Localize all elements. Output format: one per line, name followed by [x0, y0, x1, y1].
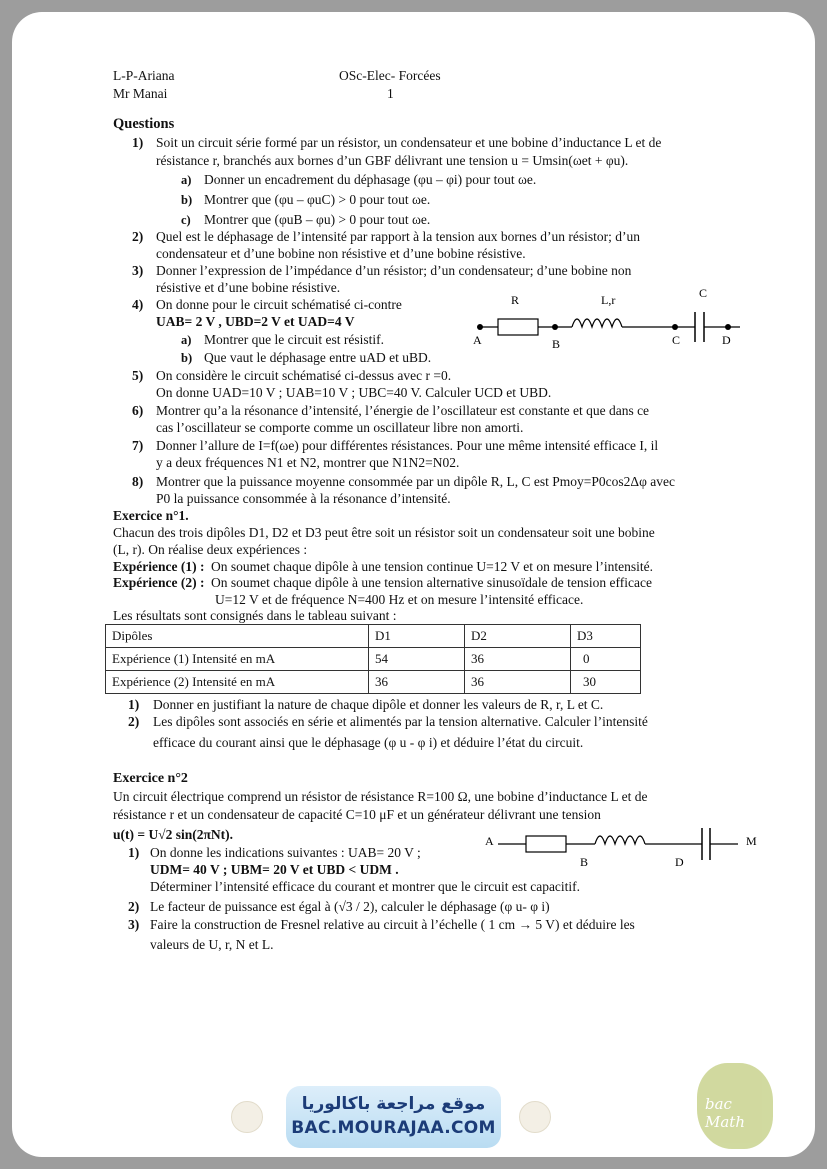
row2-d1: 36: [369, 671, 465, 694]
node-B: [552, 324, 558, 330]
label-D: D: [722, 333, 731, 347]
q1-line2: résistance r, branchés aux bornes d’un GBF délivrant une tension u = Umsin(ωet + φu).: [156, 153, 629, 168]
table-header-row: [106, 625, 641, 648]
exp1-label: Expérience (1) :: [113, 559, 205, 574]
q5-line2: On donne UAD=10 V ; UAB=10 V ; UBC=40 V. Calculer UCD et UBD.: [156, 385, 552, 400]
label-A: A: [473, 333, 482, 347]
site-name-arabic: موقع مراجعة باكالوريا: [301, 1094, 486, 1114]
q1-line1: Soit un circuit série formé par un résistor, un condensateur et une bobine d’inductance L et de: [156, 135, 662, 150]
bac-math-text: bac Math: [705, 1095, 745, 1131]
header-dipoles: Dipôles: [106, 625, 369, 648]
q1a-label: a): [181, 173, 192, 187]
q1b-text: Montrer que (φu – φuC) > 0 pour tout ωe.: [204, 192, 431, 207]
row1-d1: 54: [369, 648, 465, 671]
ex1-q2-line2: efficace du courant ainsi que le déphasage (φ u - φ i) et déduire l’état du circuit.: [153, 735, 584, 750]
resistor-symbol-2: [526, 836, 566, 852]
results-table: [105, 624, 641, 694]
exp2-label: Expérience (2) :: [113, 575, 205, 590]
circuit-diagram-1: [470, 282, 760, 354]
ex2-q3-line2: valeurs de U, r, N et L.: [150, 937, 274, 952]
row1-d3: 0: [571, 648, 641, 671]
q4-number: 4): [132, 297, 144, 312]
ex2-heading: Exercice n°2: [113, 771, 188, 786]
q4a-text: Montrer que le circuit est résistif.: [204, 332, 384, 347]
q6-number: 6): [132, 403, 144, 418]
label-M2: M: [746, 834, 757, 848]
q5-line1: On considère le circuit schématisé ci-dessus avec r =0.: [156, 368, 452, 383]
label-A2: A: [485, 834, 494, 848]
q5-number: 5): [132, 368, 144, 383]
q4b-text: Que vaut le déphasage entre uAD et uBD.: [204, 350, 432, 365]
document-title: OSc-Elec- Forcées: [339, 68, 441, 83]
q2-line1: Quel est le déphasage de l’intensité par rapport à la tension aux bornes d’un résistor; d’un: [156, 229, 640, 244]
q7-line2: y a deux fréquences N1 et N2, montrer que N1N2=N02.: [156, 455, 460, 470]
site-banner[interactable]: [286, 1086, 501, 1148]
q3-line1: Donner l’expression de l’impédance d’un résistor; d’un condensateur; d’une bobine non: [156, 263, 632, 278]
q8-number: 8): [132, 474, 144, 489]
q1b-label: b): [181, 193, 193, 207]
q1c-label: c): [181, 213, 191, 227]
ex1-q2-line1: Les dipôles sont associés en série et alimentés par la tension alternative. Calculer l’intensité: [153, 714, 648, 729]
label-node-C: C: [672, 333, 681, 347]
site-url[interactable]: BAC.MOURAJAA.COM: [291, 1118, 496, 1138]
exp2-line2: U=12 V et de fréquence N=400 Hz et on mesure l’intensité efficace.: [215, 592, 584, 607]
q8-line1: Montrer que la puissance moyenne consommée par un dipôle R, L, C est Pmoy=P0cos2Δφ avec: [156, 474, 675, 489]
node-A: [477, 324, 483, 330]
label-B: B: [552, 337, 561, 351]
label-R: R: [511, 293, 520, 307]
q2-line2: condensateur et d’une bobine non résistive et d’une bobine résistive.: [156, 246, 526, 261]
row1-label: Expérience (1) Intensité en mA: [106, 648, 369, 671]
q7-line1: Donner l’allure de I=f(ωe) pour différentes résistances. Pour une même intensité efficace I, il: [156, 438, 659, 453]
ex2-q2-text: Le facteur de puissance est égal à (√3 / 2), calculer le déphasage (φ u- φ i): [150, 899, 550, 914]
label-Lr: L,r: [601, 293, 616, 307]
ex2-line1: Un circuit électrique comprend un résistor de résistance R=100 Ω, une bobine d’inductance L et de: [113, 789, 648, 804]
q1a-text: Donner un encadrement du déphasage (φu – φi) pour tout ωe.: [204, 172, 537, 187]
q4a-label: a): [181, 333, 192, 347]
row2-d2: 36: [465, 671, 571, 694]
exp2-text: On soumet chaque dipôle à une tension alternative sinusoïdale de tension efficace: [211, 575, 652, 590]
q3-line2: résistive et d’une bobine résistive.: [156, 280, 341, 295]
page-number: 1: [387, 86, 394, 101]
row2-label: Expérience (2) Intensité en mA: [106, 671, 369, 694]
q1c-text: Montrer que (φuB – φu) > 0 pour tout ωe.: [204, 212, 431, 227]
ex1-heading: Exercice n°1.: [113, 508, 189, 523]
q6-line2: cas l’oscillateur se comporte comme un oscillateur libre non amorti.: [156, 420, 524, 435]
teacher-name: Mr Manai: [113, 86, 168, 101]
ex2-q3-line1: Faire la construction de Fresnel relative au circuit à l’échelle ( 1 cm → 5 V) et déduire les: [150, 917, 635, 932]
resistor-symbol: [498, 319, 538, 335]
header-d1: D1: [369, 625, 465, 648]
node-D: [725, 324, 731, 330]
label-D2: D: [675, 855, 684, 869]
q4-line1: On donne pour le circuit schématisé ci-contre: [156, 297, 402, 312]
ex1-q2-number: 2): [128, 714, 140, 729]
ex2-q1-line2: UDM= 40 V ; UBM= 20 V et UBD < UDM .: [150, 862, 399, 877]
q6-line1: Montrer qu’a la résonance d’intensité, l’énergie de l’oscillateur est constante et que dans ce: [156, 403, 650, 418]
label-C: C: [699, 286, 708, 300]
ex2-q3-number: 3): [128, 917, 140, 932]
row1-d2: 36: [465, 648, 571, 671]
q3-number: 3): [132, 263, 144, 278]
row2-d3: 30: [571, 671, 641, 694]
ex2-q1-number: 1): [128, 845, 140, 860]
q8-line2: P0 la puissance consommée à la résonance d’intensité.: [156, 491, 451, 506]
coil-symbol: [572, 319, 622, 327]
ex2-line2: résistance r et un condensateur de capacité C=10 μF et un générateur délivrant une tension: [113, 807, 601, 822]
q7-number: 7): [132, 438, 144, 453]
ex2-line3: u(t) = U√2 sin(2πNt).: [113, 827, 233, 842]
header-d3: D3: [571, 625, 641, 648]
ex2-q1-line1: On donne les indications suivantes : UAB= 20 V ;: [150, 845, 421, 860]
exp1-text: On soumet chaque dipôle à une tension continue U=12 V et on mesure l’intensité.: [211, 559, 654, 574]
table-row: [106, 671, 641, 694]
q1-number: 1): [132, 135, 144, 150]
table-intro: Les résultats sont consignés dans le tableau suivant :: [113, 608, 397, 623]
bac-math-badge: [697, 1063, 773, 1149]
q4-line2: UAB= 2 V , UBD=2 V et UAD=4 V: [156, 314, 355, 329]
ex1-line2: (L, r). On réalise deux expériences :: [113, 542, 308, 557]
label-B2: B: [580, 855, 589, 869]
coil-symbol-2: [595, 836, 645, 844]
circuit-diagram-2: [480, 818, 765, 874]
ex1-q1-text: Donner en justifiant la nature de chaque dipôle et donner les valeurs de R, r, L et C.: [153, 697, 604, 712]
logo-left-icon: [231, 1101, 263, 1133]
questions-heading: Questions: [113, 116, 175, 132]
logo-right-icon: [519, 1101, 551, 1133]
q2-number: 2): [132, 229, 144, 244]
q4b-label: b): [181, 351, 193, 365]
ex1-q1-number: 1): [128, 697, 140, 712]
table-row: [106, 648, 641, 671]
ex2-q2-number: 2): [128, 899, 140, 914]
school-name: L-P-Ariana: [113, 68, 175, 83]
node-C: [672, 324, 678, 330]
header-d2: D2: [465, 625, 571, 648]
ex1-line1: Chacun des trois dipôles D1, D2 et D3 peut être soit un résistor soit un condensateur soit une bobine: [113, 525, 655, 540]
ex2-q1-line3: Déterminer l’intensité efficace du courant et montrer que le circuit est capacitif.: [150, 879, 581, 894]
